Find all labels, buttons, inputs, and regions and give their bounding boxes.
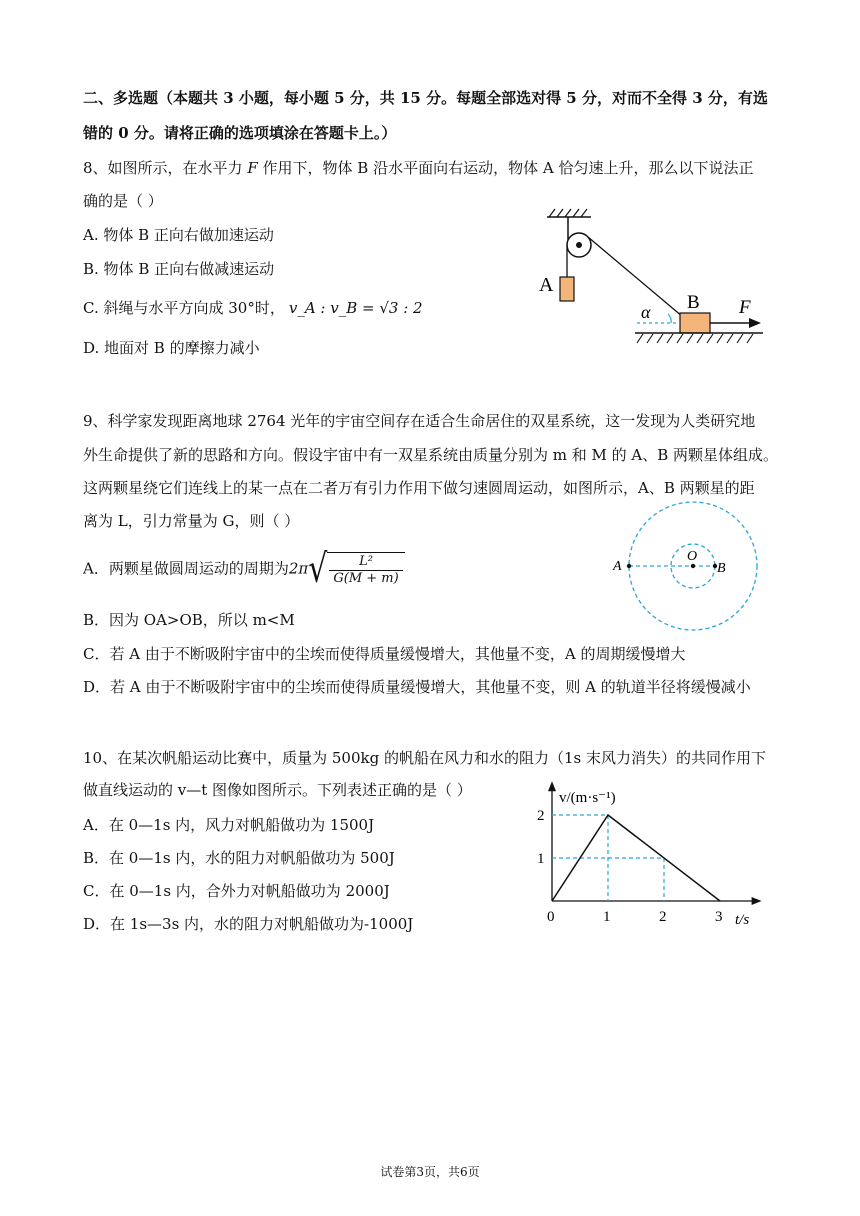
q8-option-b: B. 物体 B 正向右做减速运动 <box>83 260 275 278</box>
q8-option-a: A. 物体 B 正向右做加速运动 <box>83 226 274 244</box>
x-axis-arrow-icon <box>752 897 762 905</box>
center-o-label: O <box>687 549 698 564</box>
q10-option-c: C．在 0—1s 内，合外力对帆船做功为 2000J <box>83 882 390 900</box>
q9-option-a-2pi: 2π <box>288 559 309 578</box>
q9-option-b: B．因为 OA>OB，所以 m<M <box>83 611 295 629</box>
block-a-label: A <box>539 274 554 296</box>
star-b-label: B <box>717 561 726 576</box>
q9-fraction-denominator: G(M + m) <box>333 571 399 586</box>
q8-stem-line1 <box>83 158 753 178</box>
chart-xlabel: t/s <box>735 912 750 928</box>
star-a-label: A <box>613 559 622 574</box>
chart-tick-labels <box>537 808 723 925</box>
radical-icon: √ <box>308 546 328 592</box>
q9-fraction-numerator: L² <box>329 554 402 571</box>
x-tick-label: 2 <box>659 909 667 925</box>
q8-stem-text-cont: 作用下，物体 B 沿水平面向右运动，物体 A 恰匀速上升，那么以下说法正 <box>257 159 754 177</box>
section-header-line1: 二、多选题（本题共 3 小题，每小题 5 分，共 15 分。每题全部选对得 5 分，对而不全得 3 分，有选 <box>83 89 768 107</box>
q8-option-c-math: v_A : v_B = √3 : 2 <box>288 299 423 317</box>
q8-pulley-figure <box>525 205 770 355</box>
q9-option-d: D．若 A 由于不断吸附宇宙中的尘埃而使得质量缓慢增大，其他量不变，则 A 的轨道半径将缓慢减小 <box>83 678 751 696</box>
q9-binary-star-figure <box>605 500 780 640</box>
chart-guides <box>552 815 664 901</box>
q8-stem-text: 8、如图所示，在水平力 <box>83 159 248 177</box>
q9-stem-line2: 外生命提供了新的思路和方向。假设宇宙中有一双星系统由质量分别为 m 和 M 的 A、B 两颗星体组成。 <box>83 446 779 464</box>
q9-option-a <box>83 546 405 592</box>
q8-force-symbol: F <box>247 159 258 177</box>
q9-stem-line3: 这两颗星绕它们连线上的某一点在二者万有引力作用下做匀速圆周运动，如图所示，A、B 两颗星的距 <box>83 479 755 497</box>
q10-stem-line2: 做直线运动的 v—t 图像如图所示。下列表述正确的是（ ） <box>83 781 472 799</box>
page-footer: 试卷第3页，共6页 <box>380 1165 480 1179</box>
section-header-line2: 错的 0 分。请将正确的选项填涂在答题卡上。） <box>83 124 397 142</box>
y-axis-arrow-icon <box>548 781 556 791</box>
q10-stem-line1: 10、在某次帆船运动比赛中，质量为 500kg 的帆船在风力和水的阻力（1s 末风力消失）的共同作用下 <box>83 749 766 767</box>
y-tick-label: 1 <box>537 851 545 867</box>
q10-option-d: D．在 1s—3s 内，水的阻力对帆船做功为-1000J <box>83 915 414 933</box>
block-b <box>680 313 710 333</box>
q10-option-b: B．在 0—1s 内，水的阻力对帆船做功为 500J <box>83 849 395 867</box>
q9-stem-line1: 9、科学家发现距离地球 2764 光年的宇宙空间存在适合生命居住的双星系统，这一发现为人类研究地 <box>83 412 756 430</box>
q9-option-a-text: A．两颗星做圆周运动的周期为 <box>83 559 289 578</box>
q9-option-c: C．若 A 由于不断吸附宇宙中的尘埃而使得质量缓慢增大，其他量不变，A 的周期缓慢增大 <box>83 645 686 663</box>
x-tick-label: 1 <box>603 909 611 925</box>
force-arrow-icon <box>749 318 761 328</box>
block-b-label: B <box>687 292 700 313</box>
q9-stem-line4: 离为 L，引力常量为 G，则（ ） <box>83 512 300 530</box>
q9-option-a-radicand <box>327 552 404 587</box>
angle-alpha-label: α <box>641 302 651 322</box>
force-f-label: F <box>739 297 751 318</box>
x-tick-label: 3 <box>715 909 723 925</box>
y-tick-label: 2 <box>537 808 545 824</box>
q10-option-a: A．在 0—1s 内，风力对帆船做功为 1500J <box>83 816 375 834</box>
center-o <box>691 564 695 568</box>
q10-vt-chart <box>525 778 770 928</box>
block-a <box>560 277 574 301</box>
q8-option-d: D. 地面对 B 的摩擦力减小 <box>83 339 260 357</box>
q8-stem-line2: 确的是（ ） <box>83 192 163 210</box>
q8-option-c-text: C. 斜绳与水平方向成 30°时， <box>83 299 285 317</box>
chart-ylabel: v/(m·s⁻¹) <box>559 790 616 806</box>
star-a <box>627 564 631 568</box>
x-tick-label: 0 <box>547 909 555 925</box>
q8-option-c <box>83 298 423 318</box>
